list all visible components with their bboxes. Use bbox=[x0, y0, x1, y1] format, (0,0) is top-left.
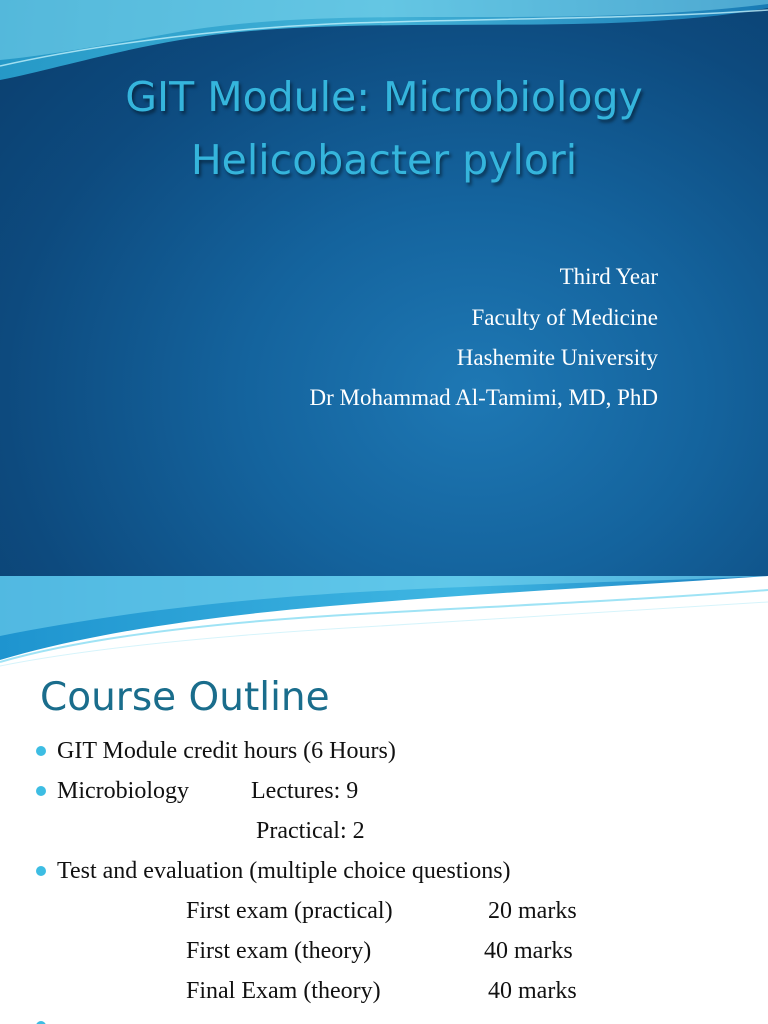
exam-marks: 20 marks bbox=[488, 898, 577, 924]
exam-name: Final Exam (theory) bbox=[186, 978, 381, 1004]
bullet-icon bbox=[36, 866, 46, 876]
subtitle-faculty: Faculty of Medicine bbox=[471, 305, 658, 330]
slide-heading: Course Outline bbox=[40, 675, 330, 720]
micro-lectures: Lectures: 9 bbox=[251, 778, 359, 804]
title-line-1: GIT Module: Microbiology bbox=[125, 73, 643, 121]
bullet-microbiology: Microbiology bbox=[57, 778, 189, 804]
exam-marks: 40 marks bbox=[484, 938, 573, 964]
subtitle-year: Third Year bbox=[559, 264, 658, 289]
bullet-icon bbox=[36, 786, 46, 796]
course-outline-slide bbox=[0, 576, 768, 1024]
subtitle-author: Dr Mohammad Al-Tamimi, MD, PhD bbox=[309, 385, 658, 410]
micro-practical: Practical: 2 bbox=[256, 818, 365, 844]
exam-name: First exam (theory) bbox=[186, 938, 372, 964]
bullet-evaluation: Test and evaluation (multiple choice questions) bbox=[57, 858, 511, 884]
exam-marks: 40 marks bbox=[488, 978, 577, 1004]
subtitle-university: Hashemite University bbox=[456, 345, 658, 370]
exam-name: First exam (practical) bbox=[186, 898, 393, 924]
top-wave-decoration bbox=[0, 576, 768, 668]
title-line-2: Helicobacter pylori bbox=[190, 136, 578, 184]
bullet-credit-hours: GIT Module credit hours (6 Hours) bbox=[57, 738, 396, 764]
bullet-icon bbox=[36, 746, 46, 756]
